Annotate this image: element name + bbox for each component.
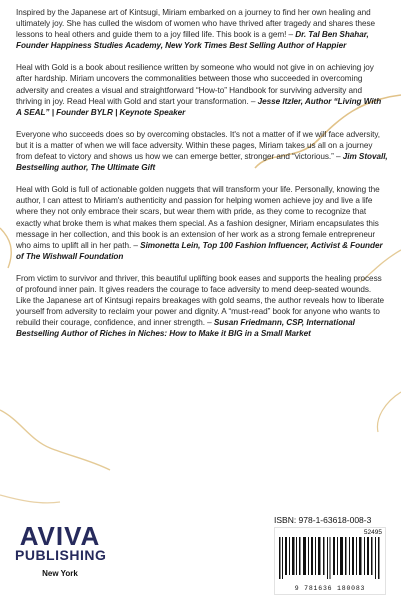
price-code: 52495: [363, 529, 382, 536]
publisher-subname: PUBLISHING: [15, 547, 107, 563]
blurb-text: Everyone who succeeds does so by overcoming obstacles. It's not a matter of if we will face adversity, but it is a matter of when we will face adversity. Within these pages, Miriam takes us all on a journey from defeat to victory and shows us how we can emerge better, stronger and “victorious.” –: [16, 129, 381, 162]
blurb-text: Heal with Gold is a book about resilience written by someone who would not give in on achieving joy after hardship. Miriam uncovers the commonalities between those who succeeded in overcoming adversity and creates a visual and straightforward “How-to” Handbook for surviving adversity and thriving in joy. Read Heal with Gold and start your transformation. –: [16, 63, 374, 106]
publisher-logo: [15, 523, 105, 578]
blurb-3: [16, 129, 388, 173]
isbn-block: [274, 515, 390, 595]
blurb-attribution: Dr. Tal Ben Shahar, Founder Happiness Studies Academy, New York Times Best Selling Author of Happier: [16, 30, 369, 51]
blurb-attribution: Jim Stovall, Bestselling author, The Ultimate Gift: [16, 152, 388, 173]
barcode: [274, 527, 386, 595]
barcode-bars-icon: [279, 537, 381, 579]
barcode-digits: 9 781636 180083: [294, 585, 366, 592]
blurb-text: From victim to survivor and thriver, this beautiful uplifting book eases and supports the healing process of profound inner pain. It gives readers the courage to face adversity to mend deep-seated wounds. Like the Japanese art of Kintsugi repairs breakages with gold seams, the author reveals how to liberate yourself from adversity to reclaim your power and dignity. A “must-read” book for anyone who wants to rebuild their courage, confidence, and inner strength. –: [16, 273, 385, 328]
blurb-attribution: Jesse Itzler, Author “Living With A SEAL” | Founder BYLR | Keynote Speaker: [16, 96, 382, 117]
blurb-5: [16, 273, 388, 340]
back-cover-blurbs: [16, 7, 388, 350]
blurb-attribution: Susan Friedmann, CSP, International Bestselling Author of Riches in Niches: How to Make it BIG in a Small Market: [16, 318, 355, 339]
blurb-2: [16, 62, 388, 117]
blurb-attribution: Simonetta Lein, Top 100 Fashion Influencer, Activist & Founder of The Wishwall Foundation: [16, 240, 383, 261]
publisher-city: New York: [42, 569, 78, 578]
blurb-text: Heal with Gold is full of actionable golden nuggets that will transform your life. Personally, knowing the author, I can attest to Miriam's authenticity and passion for helping women achieve joy and live a life where they not only embrace their scars, but wear them with pride, as they come to recognize that exactly what broke them is what makes them special. As a fashion designer, Miriam encapsulates this message in her collection, and this book is an extension of her work as a strong female entrepreneur who aims to uplift all in her path. –: [16, 185, 380, 250]
blurb-text: Inspired by the Japanese art of Kintsugi, Miriam embarked on a journey to find her own healing and ultimately joy. She has culled the wisdom of women who have thrived after tragedy and shares these lessons to heal others and guide them to a joy filled life. This book is a gem! –: [16, 8, 376, 40]
blurb-4: [16, 184, 388, 262]
isbn-label: ISBN: 978-1-63618-008-3: [274, 515, 372, 525]
blurb-1: [16, 7, 388, 51]
back-cover-footer: [0, 515, 401, 593]
publisher-name: AVIVA: [19, 521, 101, 551]
